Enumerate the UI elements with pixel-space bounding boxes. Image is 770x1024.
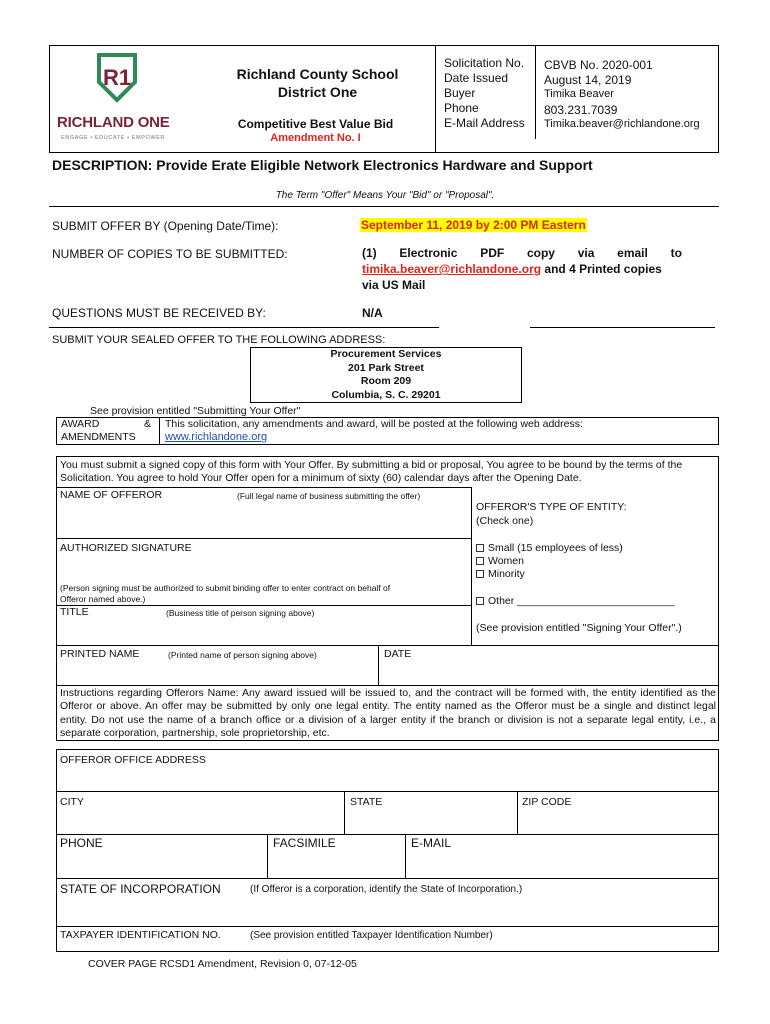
entity-divider [471, 487, 472, 645]
district-logo [55, 50, 180, 150]
entity-option-label: Women [488, 555, 524, 567]
address-line: Room 209 [360, 375, 412, 387]
title-field[interactable] [58, 620, 468, 644]
zip-label: ZIP CODE [522, 796, 572, 808]
fax-field[interactable] [269, 852, 403, 876]
questions-label: QUESTIONS MUST BE RECEIVED BY: [52, 306, 266, 320]
entity-note: (See provision entitled "Signing Your Offer".) [476, 622, 682, 634]
email-field[interactable] [407, 852, 716, 876]
entity-option-women[interactable] [476, 555, 524, 567]
copies-word: email [617, 246, 648, 260]
office-address-label: OFFEROR OFFICE ADDRESS [60, 754, 206, 766]
copies-email-link[interactable]: timika.beaver@richlandone.org [362, 262, 542, 276]
award-label1: AWARD [61, 418, 100, 430]
title-hint: (Business title of person signing above) [166, 608, 315, 618]
questions-value: N/A [362, 306, 383, 320]
solicitation-values [544, 58, 700, 133]
bid-type: Competitive Best Value Bid [237, 117, 394, 131]
award-label2: AMENDMENTS [61, 431, 136, 443]
date-label: DATE [384, 648, 412, 660]
logo-name: RICHLAND ONE [57, 114, 170, 131]
printed-name-label: PRINTED NAME [60, 648, 140, 660]
state-divider [517, 791, 518, 834]
rule-1 [49, 206, 719, 207]
award-divider [159, 417, 160, 445]
checkbox-icon[interactable] [476, 570, 484, 578]
address-intro: SUBMIT YOUR SEALED OFFER TO THE FOLLOWING ADDRESS: [52, 334, 386, 346]
incorporation-field[interactable] [58, 898, 716, 924]
agreement-text: You must submit a signed copy of this form with Your Offer. By submitting a bid or proposal, You agree to be bound by the terms of the Solicitation. You agree to hold Your Offer open for a minimum of sixty (60) calendar days after the Opening Date. [60, 459, 683, 484]
amendment-label: Amendment No. I [270, 132, 361, 144]
name-of-offeror-hint: (Full legal name of business submitting the offer) [237, 491, 421, 501]
email-label: E-MAIL [411, 836, 452, 850]
info-divider [535, 45, 536, 139]
award-amp: & [144, 418, 152, 430]
entity-option-label: Small (15 employees of less) [488, 542, 623, 554]
state-label: STATE [350, 796, 383, 808]
copies-line2-rest: and 4 Printed copies [541, 262, 662, 276]
rule-phone [56, 878, 719, 879]
rule-name [56, 538, 471, 539]
signature-hint-line1: (Person signing must be authorized to submit binding offer to enter contract on behalf of [60, 583, 391, 593]
printed-name-hint: (Printed name of person signing above) [168, 650, 317, 660]
rule-title [56, 645, 719, 646]
city-divider [344, 791, 345, 834]
entity-option-small[interactable] [476, 542, 623, 554]
rule-printed [56, 685, 719, 686]
name-of-offeror-label: NAME OF OFFEROR [60, 489, 163, 501]
phone-label: PHONE [60, 836, 103, 850]
org-name-line1: Richland County School [236, 66, 399, 82]
rule-agreement [56, 487, 471, 488]
date-divider [378, 645, 379, 685]
zip-field[interactable] [519, 810, 716, 832]
copies-word: copy [526, 246, 555, 260]
checkbox-icon[interactable] [476, 557, 484, 565]
phone-field[interactable] [58, 852, 265, 876]
date-field[interactable] [380, 662, 716, 684]
copies-line2 [362, 262, 662, 276]
logo-badge-text: R1 [102, 65, 132, 90]
value-email[interactable]: Timika.beaver@richlandone.org [544, 118, 700, 130]
address-line: 201 Park Street [348, 361, 424, 374]
checkbox-icon[interactable] [476, 597, 484, 605]
copies-word: to [670, 246, 682, 260]
rule-2 [49, 327, 439, 328]
solicitation-labels [444, 56, 525, 131]
label-date-issued: Date Issued [444, 71, 509, 85]
award-url-link[interactable]: www.richlandone.org [165, 431, 268, 443]
copies-word: via [577, 246, 595, 260]
value-date-issued: August 14, 2019 [544, 73, 632, 87]
rule-office [56, 791, 719, 792]
city-field[interactable] [58, 810, 342, 832]
checkbox-icon[interactable] [476, 544, 484, 552]
value-phone: 803.231.7039 [544, 103, 618, 117]
copies-line3: via US Mail [362, 278, 426, 292]
copies-word: PDF [480, 246, 505, 260]
copies-line1 [362, 246, 682, 260]
title-label: TITLE [60, 606, 89, 618]
copies-word: (1) [362, 246, 377, 260]
entity-option-label: Minority [488, 568, 525, 580]
name-of-offeror-field[interactable] [58, 502, 468, 537]
incorporation-label: STATE OF INCORPORATION [60, 882, 221, 896]
label-email: E-Mail Address [444, 116, 525, 130]
footer-text: COVER PAGE RCSD1 Amendment, Revision 0, 07-12-05 [88, 958, 357, 970]
entity-hint: (Check one) [476, 515, 534, 527]
city-label: CITY [60, 796, 84, 808]
address-line: Columbia, S. C. 29201 [331, 388, 441, 401]
see-provision: See provision entitled "Submitting Your Offer" [90, 405, 301, 417]
printed-name-field[interactable] [58, 662, 376, 684]
entity-other-label: Other ___________________________ [488, 595, 675, 607]
phone-divider [267, 834, 268, 878]
value-buyer: Timika Beaver [544, 88, 614, 100]
org-name-line2: District One [277, 84, 358, 100]
r1-shield-icon [93, 52, 141, 104]
submit-by-value: September 11, 2019 by 2:00 PM Eastern [361, 218, 586, 232]
entity-option-other[interactable] [476, 595, 675, 607]
signature-label: AUTHORIZED SIGNATURE [60, 542, 192, 554]
fax-divider [405, 834, 406, 878]
copies-label: NUMBER OF COPIES TO BE SUBMITTED: [52, 247, 288, 261]
office-address-field[interactable] [58, 768, 716, 790]
fax-label: FACSIMILE [273, 836, 336, 850]
term-note: The Term "Offer" Means Your "Bid" or "Proposal". [275, 190, 495, 201]
description: DESCRIPTION: Provide Erate Eligible Network Electronics Hardware and Support [52, 157, 593, 173]
header-divider [435, 45, 436, 153]
rule-city [56, 834, 719, 835]
value-solicitation-no: CBVB No. 2020-001 [544, 58, 653, 72]
address-line: Procurement Services [330, 348, 442, 360]
rule-2b [530, 327, 715, 328]
instructions-text: Instructions regarding Offerors Name: Any award issued will be issued to, and the contract will be formed with, the entity identified as the Offeror or above. An offer may be submitted by only one legal entity. The entity named as the Offeror must be a single and distinct legal entity. Do not use the name of a branch office or a division of a larger entity if the branch or division is not a separate legal entity, i.e., a separate corporation, partnership, sole proprietorship, etc. [60, 687, 716, 740]
label-phone: Phone [444, 101, 479, 115]
tin-label: TAXPAYER IDENTIFICATION NO. [60, 929, 221, 941]
tin-hint: (See provision entitled Taxpayer Identification Number) [250, 930, 493, 941]
label-solicitation-no: Solicitation No. [444, 56, 525, 70]
incorporation-hint: (If Offeror is a corporation, identify the State of Incorporation.) [250, 884, 523, 895]
award-text: This solicitation, any amendments and award, will be posted at the following web address: [165, 418, 583, 430]
entity-option-minority[interactable] [476, 568, 525, 580]
copies-word: Electronic [399, 246, 458, 260]
address-lines [250, 348, 522, 402]
entity-title: OFFEROR'S TYPE OF ENTITY: [476, 501, 627, 513]
state-field[interactable] [346, 810, 515, 832]
rule-incorp [56, 926, 719, 927]
signature-hint-line2: Offeror named above.) [60, 594, 146, 604]
signature-field[interactable] [58, 555, 468, 580]
rule-signature [56, 605, 471, 606]
logo-tagline: ENGAGE • EDUCATE • EMPOWER [61, 135, 165, 141]
label-buyer: Buyer [444, 86, 476, 100]
submit-by-label: SUBMIT OFFER BY (Opening Date/Time): [52, 219, 279, 233]
